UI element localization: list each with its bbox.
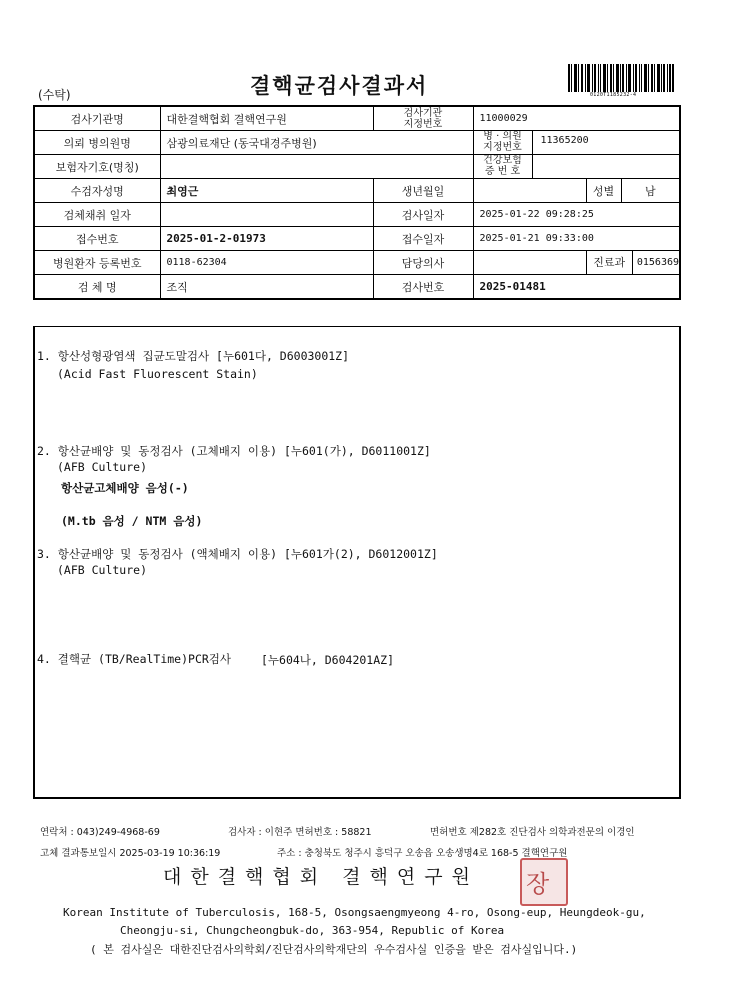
row-patient — [34, 179, 680, 203]
reg: 0118-62304 — [160, 251, 373, 275]
address: 주소 : 충청북도 청주시 흥덕구 오송읍 오송생명4로 168-5 결핵연구원 — [277, 848, 568, 859]
test-4-code: [누604나, D604201AZ] — [261, 653, 394, 667]
hospital-code: 11365200 — [540, 135, 589, 146]
test-4-title: 4. 결핵균 (TB/RealTime)PCR검사 — [37, 652, 232, 666]
contact: 연락처 : 043)249-4968-69 — [40, 827, 160, 838]
barcode-number: 0120T1185232-4 — [590, 92, 637, 98]
lab-code: 11000029 — [473, 106, 680, 131]
birth-label: 생년월일 — [373, 179, 473, 203]
test-2-title: 2. 항산균배양 및 동정검사 (고체배지 이용) [누601(가), D6011001Z] — [37, 444, 431, 458]
test-3-title: 3. 항산균배양 및 동정검사 (액체배지 이용) [누601가(2), D6012001Z] — [37, 547, 438, 561]
inspector: 검사자 : 이현주 면허번호 : 58821 — [228, 827, 372, 838]
test-1-title: 1. 항산성형광염색 집균도말검사 [누601다, D6003001Z] — [37, 349, 350, 363]
lab-name-label: 검사기관명 — [34, 106, 160, 131]
test-2-result-detail: (M.tb 음성 / NTM 음성) — [61, 514, 203, 528]
hospital-label: 의뢰 병의원명 — [34, 131, 160, 155]
reg-label: 병원환자 등록번호 — [34, 251, 160, 275]
sex-label: 성별 — [586, 179, 621, 203]
english-address-line-1: Korean Institute of Tuberculosis, 168-5, Osongsaengmyeong 4-ro, Osong-eup, Heungdeok-gu, — [63, 906, 646, 919]
row-insured — [34, 155, 680, 179]
hospital-code-label: 병 · 의원 지정번호 — [474, 131, 533, 154]
birth — [473, 179, 586, 203]
row-specimen — [34, 275, 680, 300]
insured-label: 보험자기호(명칭) — [34, 155, 160, 179]
institute-name: 대한결핵협회 결핵연구원 — [163, 866, 479, 888]
certification-note: ( 본 검사실은 대한진단검사의학회/진단검사의학재단의 우수검사실 인증을 받은 검사실입니다.) — [90, 943, 578, 956]
lab-name: 대한결핵협회 결핵연구원 — [160, 106, 373, 131]
official-seal: 장 — [520, 858, 568, 906]
test-2-result: 항산균고체배양 음성(-) — [61, 481, 189, 495]
dept-label: 진료과 — [587, 251, 633, 274]
dept: 0156369 — [636, 257, 680, 268]
test-3-english: (AFB Culture) — [57, 563, 148, 577]
document-title: 결핵균검사결과서 — [250, 73, 429, 98]
health-ins-label: 건강보험 증 번 호 — [474, 155, 533, 178]
test-no-label: 검사번호 — [373, 275, 473, 300]
test-date: 2025-01-22 09:28:25 — [473, 203, 680, 227]
license: 면허번호 제282호 진단검사 의학과전문의 이경인 — [430, 827, 635, 838]
info-table — [33, 105, 681, 300]
receipt-no-label: 접수번호 — [34, 227, 160, 251]
receipt-date-label: 접수일자 — [373, 227, 473, 251]
test-1-english: (Acid Fast Fluorescent Stain) — [57, 367, 258, 381]
row-collect — [34, 203, 680, 227]
sex: 남 — [621, 179, 680, 203]
specimen: 조직 — [160, 275, 373, 300]
doctor-label: 담당의사 — [373, 251, 473, 275]
english-address-line-2: Cheongju-si, Chungcheongbuk-do, 363-954, Republic of Korea — [120, 924, 505, 937]
receipt-date: 2025-01-21 09:33:00 — [473, 227, 680, 251]
row-lab — [34, 106, 680, 131]
row-registration — [34, 251, 680, 275]
collect-label: 검체채취 일자 — [34, 203, 160, 227]
test-2-english: (AFB Culture) — [57, 460, 148, 474]
test-no: 2025-01481 — [473, 275, 680, 300]
specimen-label: 검 체 명 — [34, 275, 160, 300]
lab-code-label: 검사기관 지정번호 — [373, 106, 473, 131]
row-hospital — [34, 131, 680, 155]
patient-name: 최영근 — [160, 179, 373, 203]
report-time: 고체 결과통보일시 2025-03-19 10:36:19 — [40, 848, 221, 859]
hospital: 삼광의료재단 (동국대경주병원) — [160, 131, 473, 155]
receipt-no: 2025-01-2-01973 — [160, 227, 373, 251]
copy-tag: (수탁) — [38, 88, 71, 102]
barcode — [568, 64, 674, 92]
row-receipt — [34, 227, 680, 251]
insured — [160, 155, 473, 179]
doctor — [473, 251, 586, 275]
patient-label: 수검자성명 — [34, 179, 160, 203]
collect — [160, 203, 373, 227]
test-date-label: 검사일자 — [373, 203, 473, 227]
